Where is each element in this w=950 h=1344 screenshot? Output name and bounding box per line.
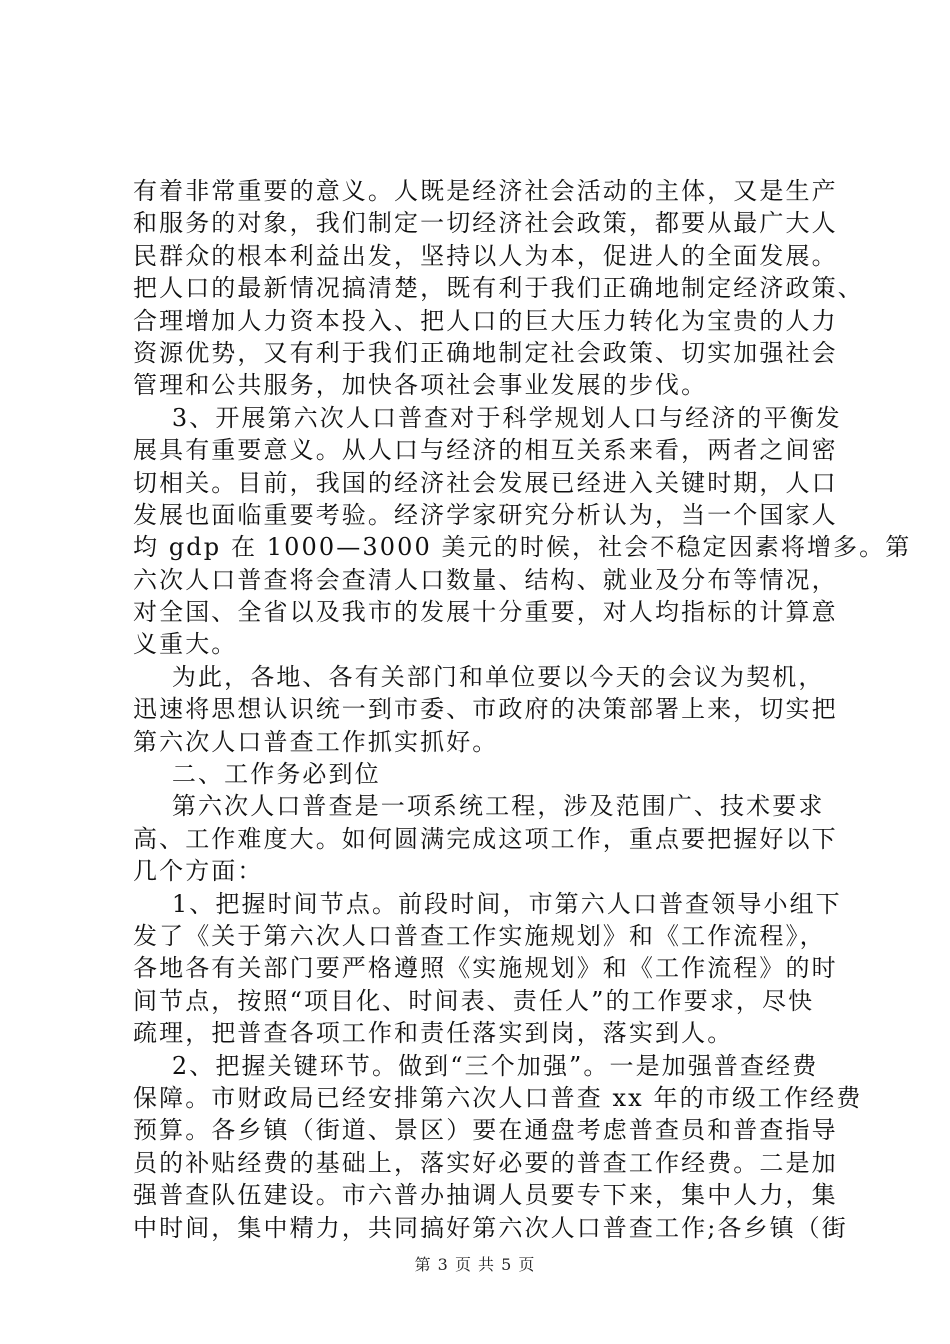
- text-line: 保障。市财政局已经安排第六次人口普查 xx 年的市级工作经费: [133, 1083, 863, 1112]
- text-line: 预算。各乡镇（街道、景区）要在通盘考虑普查员和普查指导: [133, 1116, 838, 1145]
- text-line: 二、工作务必到位: [133, 760, 381, 789]
- text-line: 第六次人口普查工作抓实抓好。: [133, 727, 499, 756]
- text-line: 对全国、全省以及我市的发展十分重要，对人均指标的计算意: [133, 598, 838, 627]
- text-line: 几个方面：: [133, 857, 264, 886]
- text-line: 间节点，按照“项目化、时间表、责任人”的工作要求，尽快: [133, 986, 815, 1015]
- text-line: 疏理，把普查各项工作和责任落实到岗，落实到人。: [133, 1019, 734, 1048]
- text-line: 2、把握关键环节。做到“三个加强”。一是加强普查经费: [133, 1051, 819, 1080]
- text-line: 六次人口普查将会查清人口数量、结构、就业及分布等情况，: [133, 565, 838, 594]
- text-line: 均 gdp 在 1000—3000 美元的时候，社会不稳定因素将增多。第: [133, 533, 912, 562]
- text-line: 把人口的最新情况搞清楚，既有利于我们正确地制定经济政策、: [133, 274, 864, 303]
- text-line: 和服务的对象，我们制定一切经济社会政策，都要从最广大人: [133, 209, 838, 238]
- text-line: 第六次人口普查是一项系统工程，涉及范围广、技术要求: [133, 792, 825, 821]
- text-line: 各地各有关部门要严格遵照《实施规划》和《工作流程》的时: [133, 954, 838, 983]
- text-line: 强普查队伍建设。市六普办抽调人员要专下来，集中人力，集: [133, 1181, 838, 1210]
- text-line: 3、开展第六次人口普查对于科学规划人口与经济的平衡发: [133, 403, 842, 432]
- text-line: 员的补贴经费的基础上，落实好必要的普查工作经费。二是加: [133, 1148, 838, 1177]
- text-line: 管理和公共服务，加快各项社会事业发展的步伐。: [133, 371, 708, 400]
- text-line: 有着非常重要的意义。人既是经济社会活动的主体，又是生产: [133, 177, 838, 205]
- text-line: 迅速将思想认识统一到市委、市政府的决策部署上来，切实把: [133, 695, 838, 724]
- text-line: 资源优势，又有利于我们正确地制定社会政策、切实加强社会: [133, 338, 838, 367]
- text-line: 展具有重要意义。从人口与经济的相互关系来看，两者之间密: [133, 436, 838, 465]
- page-footer: 第 3 页 共 5 页: [414, 1255, 536, 1274]
- text-line: 为此，各地、各有关部门和单位要以今天的会议为契机，: [133, 662, 825, 691]
- text-line: 1、把握时间节点。前段时间，市第六人口普查领导小组下: [133, 889, 842, 918]
- text-line: 高、工作难度大。如何圆满完成这项工作，重点要把握好以下: [133, 824, 838, 853]
- text-line: 发展也面临重要考验。经济学家研究分析认为，当一个国家人: [133, 500, 838, 529]
- text-line: 合理增加人力资本投入、把人口的巨大压力转化为宝贵的人力: [133, 306, 838, 335]
- text-line: 义重大。: [133, 630, 238, 659]
- text-line: 中时间，集中精力，共同搞好第六次人口普查工作;各乡镇（街: [133, 1213, 848, 1242]
- text-line: 发了《关于第六次人口普查工作实施规划》和《工作流程》，: [133, 921, 826, 950]
- text-line: 民群众的根本利益出发，坚持以人为本，促进人的全面发展。: [133, 241, 838, 270]
- body-text: [133, 175, 912, 1244]
- text-line: 切相关。目前，我国的经济社会发展已经进入关键时期，人口: [133, 468, 838, 497]
